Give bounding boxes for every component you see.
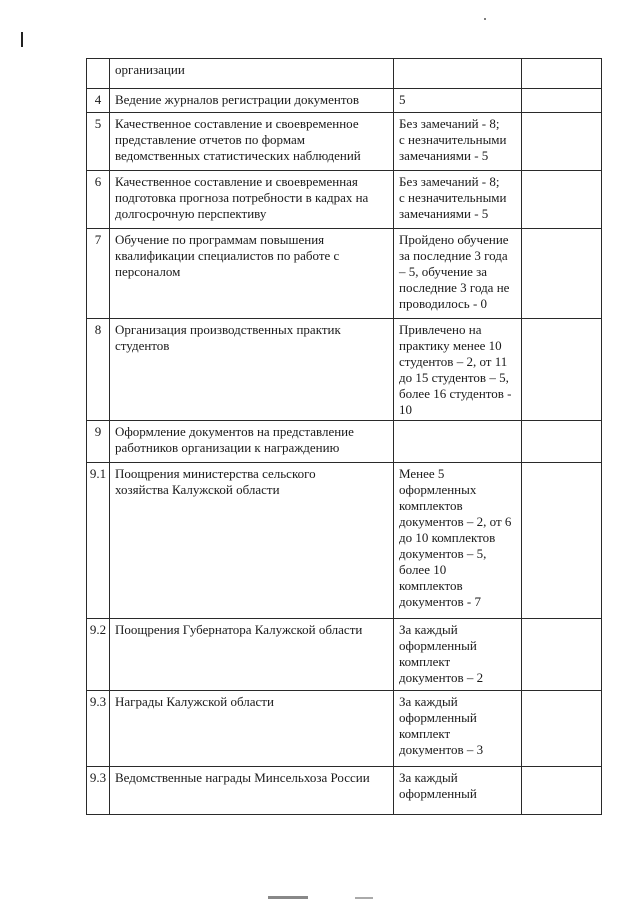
score-cell [522,113,602,171]
indicator-name-line: представление отчетов по формам [115,132,305,147]
scan-margin-mark [21,32,23,47]
scan-speck [484,18,486,20]
score-criterion-line: оформленный [399,786,477,801]
score-criterion-line: проводилось - 0 [399,296,488,311]
indicator-name [110,691,394,767]
row-number: 5 [87,113,110,171]
table-row [87,691,602,767]
indicator-name-line: подготовка прогноза потребности в кадрах на [115,190,369,205]
score-criterion-line: с незначительными [399,132,507,147]
score-criterion-line: – 5, обучение за [399,264,488,279]
table-row [87,463,602,619]
score-cell [522,463,602,619]
score-cell [522,319,602,421]
criteria-table-body [87,59,602,815]
score-criterion-line: Без замечаний - 8; [399,174,500,189]
criteria-table [86,58,602,815]
score-cell [522,767,602,815]
score-criterion-line: более 16 студентов - [399,386,512,401]
score-criterion [394,691,522,767]
indicator-name-line: Ведомственные награды Минсельхоза России [115,770,370,785]
indicator-name-line: организации [115,62,185,77]
score-cell [522,619,602,691]
score-criterion [394,113,522,171]
score-criterion-line: до 10 комплектов [399,530,496,545]
row-number: 9 [87,421,110,463]
row-number: 9.3 [87,767,110,815]
indicator-name-line: Организация производственных практик [115,322,341,337]
scan-artifact [268,896,308,899]
score-criterion-line: 10 [399,402,412,417]
score-criterion [394,229,522,319]
score-criterion [394,319,522,421]
score-criterion-line: Без замечаний - 8; [399,116,500,131]
table-row [87,767,602,815]
row-number: 9.1 [87,463,110,619]
score-criterion-line: последние 3 года не [399,280,510,295]
indicator-name-line: Оформление документов на представление [115,424,354,439]
score-criterion-line: За каждый [399,770,458,785]
score-criterion-line: документов – 2 [399,670,484,685]
indicator-name-line: ведомственных статистических наблюдений [115,148,361,163]
score-criterion-line: комплектов [399,578,463,593]
score-cell [522,691,602,767]
score-criterion-line: Менее 5 [399,466,445,481]
score-cell [522,171,602,229]
table-row [87,59,602,89]
table-row [87,421,602,463]
indicator-name-line: Обучение по программам повышения [115,232,325,247]
score-criterion-line: Пройдено обучение [399,232,509,247]
indicator-name-line: Награды Калужской области [115,694,274,709]
score-criterion [394,171,522,229]
row-number: 7 [87,229,110,319]
score-criterion [394,619,522,691]
score-criterion-line: студентов – 2, от 11 [399,354,508,369]
score-criterion-line: комплектов [399,498,463,513]
row-number: 9.2 [87,619,110,691]
score-criterion-line: документов – 5, [399,546,487,561]
score-cell [522,89,602,113]
row-number [87,59,110,89]
indicator-name-line: квалификации специалистов по работе с [115,248,340,263]
indicator-name-line: Ведение журналов регистрации документов [115,92,360,107]
indicator-name [110,171,394,229]
indicator-name-line: персоналом [115,264,181,279]
score-criterion-line: документов – 2, от 6 [399,514,512,529]
table-row [87,89,602,113]
indicator-name-line: хозяйства Калужской области [115,482,280,497]
score-criterion [394,463,522,619]
score-criterion-line: практику менее 10 [399,338,502,353]
score-criterion [394,89,522,113]
indicator-name [110,421,394,463]
score-criterion-line: Привлечено на [399,322,482,337]
row-number: 9.3 [87,691,110,767]
score-criterion-line: оформленный [399,710,477,725]
table-row [87,113,602,171]
row-number: 8 [87,319,110,421]
scan-artifact [355,897,373,899]
indicator-name-line: Поощрения министерства сельского [115,466,316,481]
score-criterion-line: За каждый [399,694,458,709]
score-cell [522,229,602,319]
score-cell [522,421,602,463]
indicator-name-line: Качественное составление и своевременное [115,116,359,131]
indicator-name [110,113,394,171]
indicator-name [110,319,394,421]
score-criterion-line: до 15 студентов – 5, [399,370,509,385]
score-criterion-line: 5 [399,92,406,107]
score-criterion-line: с незначительными [399,190,507,205]
score-criterion-line: замечаниями - 5 [399,206,489,221]
indicator-name [110,229,394,319]
table-row [87,319,602,421]
indicator-name-line: студентов [115,338,170,353]
indicator-name-line: Качественное составление и своевременная [115,174,358,189]
indicator-name [110,463,394,619]
row-number: 6 [87,171,110,229]
score-criterion-line: оформленных [399,482,477,497]
score-criterion [394,421,522,463]
score-criterion [394,59,522,89]
row-number: 4 [87,89,110,113]
score-criterion-line: оформленный [399,638,477,653]
table-row [87,171,602,229]
score-criterion-line: документов - 7 [399,594,482,609]
indicator-name-line: работников организации к награждению [115,440,340,455]
score-criterion-line: документов – 3 [399,742,484,757]
indicator-name [110,619,394,691]
table-row [87,229,602,319]
score-criterion-line: замечаниями - 5 [399,148,489,163]
indicator-name [110,89,394,113]
indicator-name-line: долгосрочную перспективу [115,206,267,221]
indicator-name-line: Поощрения Губернатора Калужской области [115,622,363,637]
table-row [87,619,602,691]
score-cell [522,59,602,89]
score-criterion-line: за последние 3 года [399,248,508,263]
score-criterion-line: более 10 [399,562,447,577]
score-criterion [394,767,522,815]
score-criterion-line: комплект [399,654,451,669]
score-criterion-line: комплект [399,726,451,741]
indicator-name [110,767,394,815]
indicator-name [110,59,394,89]
score-criterion-line: За каждый [399,622,458,637]
